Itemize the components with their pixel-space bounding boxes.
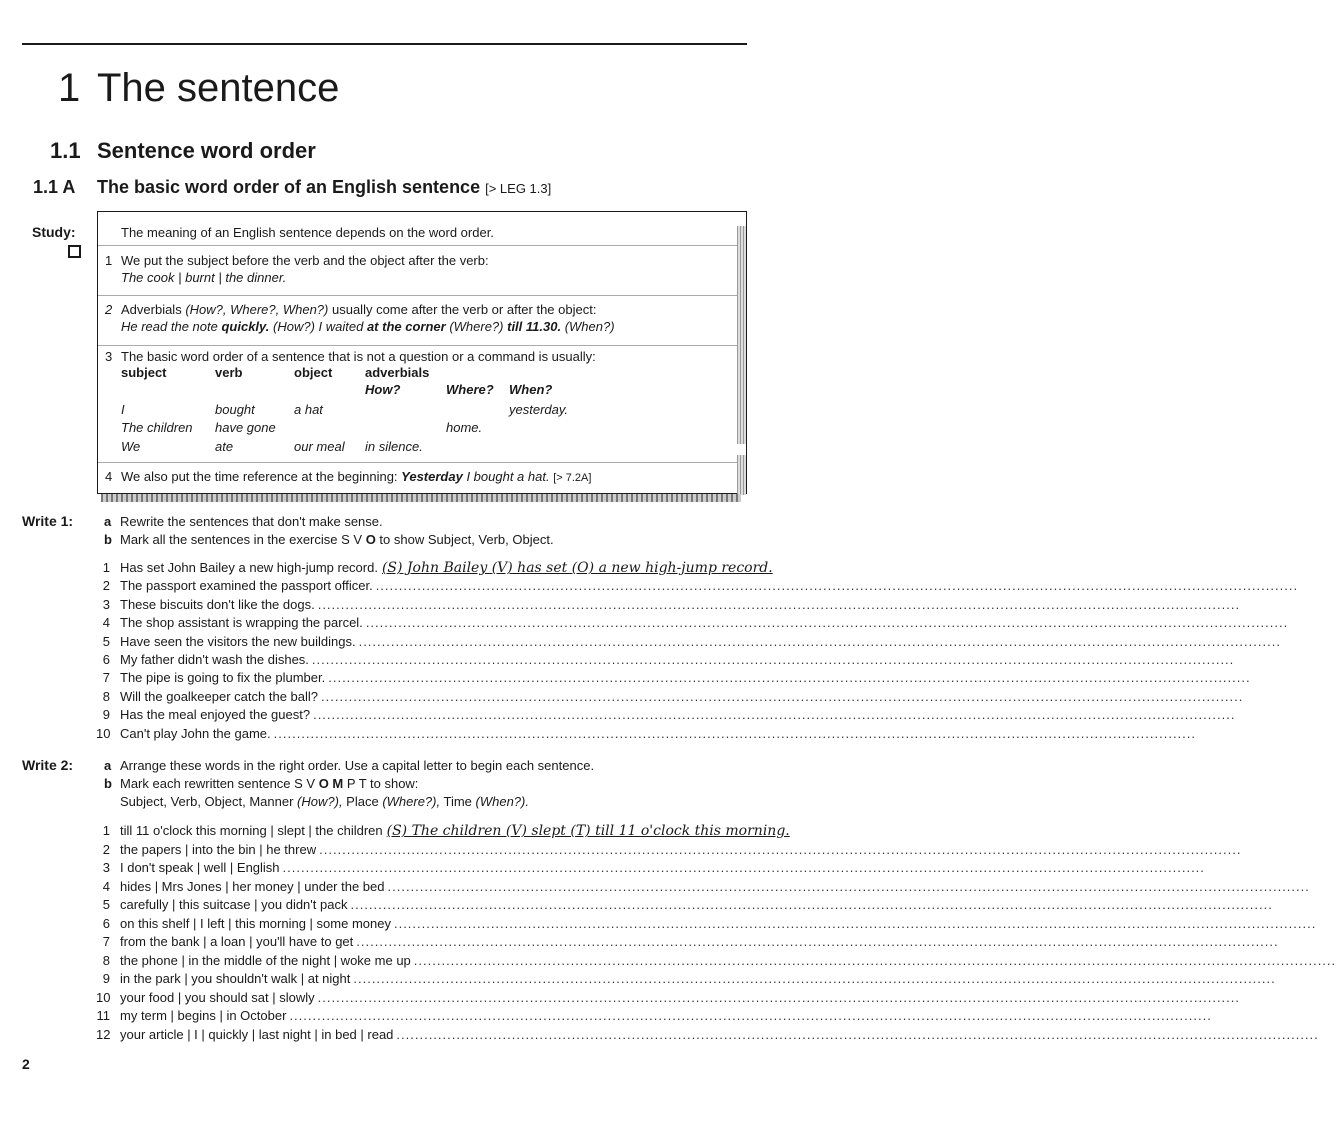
write1-list-item (120, 596, 1241, 613)
study-divider-3 (98, 345, 746, 346)
write2-answer-line[interactable]: ........................................................................................................................................................................................................ (350, 897, 1273, 912)
write2-instr-b-om: O M (318, 776, 344, 791)
write2-answer-line[interactable]: ........................................................................................................................................................................................................ (317, 989, 1241, 1005)
write1-item-number: 1 (102, 560, 110, 575)
write1-answer-line[interactable]: ........................................................................................................................................................................................................ (317, 596, 1241, 612)
study-checkbox-icon (68, 245, 81, 258)
table-row-1-subject: I (121, 402, 125, 417)
write2-instr-c-4: (Where?), (382, 794, 441, 809)
write2-item-text: in the park | you shouldn't walk | at night (120, 971, 351, 986)
write1-list-item (120, 707, 1236, 723)
p4-text-yesterday: Yesterday (401, 469, 463, 484)
example-verb: burnt (185, 270, 215, 285)
write1-item-text: The passport examined the passport officer. (120, 578, 373, 594)
write1-answer-line[interactable]: ........................................................................................................................................................................................................ (321, 688, 1244, 704)
table-subheader-when: When? (509, 382, 553, 397)
write2-item-text: I don't speak | well | English (120, 860, 280, 875)
write2-item-number: 3 (102, 860, 110, 875)
write1-item-text: Will the goalkeeper catch the ball? (120, 688, 319, 704)
write2-instr-b-letter: b (104, 776, 112, 791)
write2-item-text: my term | begins | in October (120, 1008, 287, 1023)
page-number: 2 (22, 1056, 30, 1072)
write2-item-number: 7 (102, 934, 110, 949)
write2-list-item (120, 989, 1241, 1006)
write2-answer-line[interactable]: ........................................................................................................................................................................................................ (396, 1026, 1319, 1042)
write2-answer-1: (S) The children (V) slept (T) till 11 o'clock this morning. (386, 823, 790, 839)
write2-item-number: 11 (96, 1008, 110, 1023)
write1-item-number: 6 (102, 652, 110, 667)
write2-item-text: from the bank | a loan | you'll have to get (120, 934, 354, 949)
write1-item-number: 9 (102, 707, 110, 723)
write2-instr-a: Arrange these words in the right order. Use a capital letter to begin each sentence. (120, 758, 595, 773)
write1-item-text: Have seen the visitors the new buildings. (120, 633, 356, 649)
write2-item-number: 6 (102, 915, 110, 931)
p4-text-a: We also put the time reference at the beginning: (121, 469, 402, 484)
write1-list-item (120, 725, 1197, 742)
table-row-3-object: our meal (294, 439, 345, 454)
write1-list-item (120, 578, 1299, 594)
write1-instr-a: Rewrite the sentences that don't make sense. (120, 514, 383, 529)
write1-answer-line[interactable]: ........................................................................................................................................................................................................ (313, 707, 1236, 723)
write2-answer-line[interactable]: ........................................................................................................................................................................................................ (413, 952, 1336, 968)
study-point-3-text: The basic word order of a sentence that is not a question or a command is usually: (121, 349, 596, 364)
write2-item-text: till 11 o'clock this morning | slept | the children (120, 823, 383, 838)
write2-instr-b-1: Mark each rewritten sentence S V (120, 776, 319, 791)
write1-item-text: Has set John Bailey a new high-jump record. (120, 560, 378, 575)
table-header-object: object (294, 365, 333, 380)
write1-list-item (120, 652, 1235, 668)
write1-list-item (120, 670, 1251, 686)
p4-ref: [> 7.2A] (553, 472, 592, 484)
study-point-2-number: 2 (105, 302, 113, 317)
p4-text-b: I bought a hat. (462, 469, 550, 484)
write1-item-number: 10 (96, 725, 111, 741)
write2-item-number: 10 (96, 989, 111, 1005)
write2-instr-b (120, 776, 418, 792)
write1-answer-line[interactable]: ........................................................................................................................................................................................................ (365, 615, 1289, 631)
write2-item-number: 4 (102, 878, 110, 894)
section-title: Sentence word order (97, 138, 316, 163)
write2-answer-line[interactable]: ........................................................................................................................................................................................................ (319, 841, 1242, 857)
write2-answer-line[interactable]: ........................................................................................................................................................................................................ (282, 860, 1205, 875)
write1-item-number: 2 (102, 578, 110, 594)
write2-label: Write 2: (22, 757, 74, 773)
write1-instr-a-letter: a (104, 514, 112, 529)
write2-item-number: 9 (102, 971, 110, 986)
study-point-4-number: 4 (105, 469, 113, 484)
table-row-2-subject: The children (121, 420, 193, 435)
p2-text-b: usually come after the verb or after the object: (328, 302, 597, 317)
write1-item-number: 8 (102, 688, 110, 704)
subsection-title (97, 177, 551, 198)
write1-instr-b-2: to show Subject, Verb, Object. (375, 532, 554, 547)
write1-list-item (120, 615, 1289, 631)
write2-list-item (120, 823, 790, 839)
write2-item-number: 1 (102, 823, 110, 838)
write1-item-text: Has the meal enjoyed the guest? (120, 707, 311, 723)
write1-item-text: The shop assistant is wrapping the parcel. (120, 615, 363, 631)
write1-item-text: These biscuits don't like the dogs. (120, 596, 315, 612)
write2-instr-c-1: Subject, Verb, Object, Manner (120, 794, 298, 809)
write2-answer-line[interactable]: ........................................................................................................................................................................................................ (393, 915, 1317, 931)
write2-item-text: on this shelf | I left | this morning | some money (120, 915, 391, 931)
write2-list-item (120, 841, 1242, 858)
write1-label: Write 1: (22, 513, 74, 529)
study-point-2-text (121, 302, 596, 318)
study-point-4-text (121, 469, 591, 486)
subsection-ref: [> LEG 1.3] (485, 181, 552, 196)
write1-list-item (120, 560, 773, 576)
p2-ex-1: He read the note (121, 319, 222, 334)
write2-list-item (120, 1026, 1319, 1043)
write2-item-text: the papers | into the bin | he threw (120, 841, 317, 857)
table-row-1-verb: bought (215, 402, 255, 417)
table-header-subject: subject (121, 365, 167, 380)
write1-item-text: The pipe is going to fix the plumber. (120, 670, 326, 686)
chapter-title: The sentence (97, 66, 340, 110)
write2-item-text: carefully | this suitcase | you didn't pack (120, 897, 348, 912)
write2-item-text: your article | I | quickly | last night | in bed | read (120, 1026, 394, 1042)
write2-list-item (120, 897, 1273, 913)
write2-item-number: 8 (102, 952, 110, 968)
write1-item-number: 7 (102, 670, 110, 686)
write2-item-number: 5 (102, 897, 110, 912)
p2-text-italic: (How?, Where?, When?) (185, 302, 329, 317)
write2-instr-a-letter: a (104, 758, 112, 773)
table-row-2-where: home. (446, 420, 483, 435)
write2-item-number: 12 (96, 1026, 111, 1042)
write1-instr-b-1: Mark all the sentences in the exercise S V (120, 532, 366, 547)
write1-item-text: Can't play John the game. (120, 725, 271, 741)
box-shadow-right (737, 226, 746, 444)
table-header-adverbials: adverbials (365, 365, 430, 380)
table-subheader-where: Where? (446, 382, 494, 397)
write1-list-item (120, 633, 1281, 650)
write1-answer-line[interactable]: ........................................................................................................................................................................................................ (375, 578, 1299, 594)
chapter-number: 1 (58, 66, 81, 110)
p2-ex-6: (Where?) (445, 319, 508, 334)
write2-answer-line[interactable]: ........................................................................................................................................................................................................ (356, 934, 1279, 949)
write2-instr-b-2: P T to show: (343, 776, 419, 791)
write2-list-item (120, 860, 1205, 876)
study-point-2-example (121, 319, 615, 335)
p2-ex-7: till 11.30. (507, 319, 562, 334)
top-rule (22, 43, 747, 45)
table-row-2-verb: have gone (215, 420, 276, 435)
example-object: the dinner. (225, 270, 287, 285)
study-divider-4 (98, 462, 746, 463)
write2-item-number: 2 (102, 841, 110, 857)
study-point-1-text: We put the subject before the verb and the object after the verb: (121, 253, 489, 268)
study-point-1-example: The cook | burnt | the dinner. (121, 270, 287, 285)
table-row-3-subject: We (121, 439, 141, 454)
write2-answer-line[interactable]: ........................................................................................................................................................................................................ (353, 971, 1276, 986)
subsection-title-text: The basic word order of an English sentence (97, 177, 481, 197)
write2-instr-c-5: Time (440, 794, 476, 809)
write1-item-number: 3 (102, 596, 110, 612)
write1-item-number: 5 (102, 633, 110, 649)
write1-instr-b (120, 532, 554, 548)
write1-item-number: 4 (102, 615, 110, 631)
table-subheader-how: How? (365, 382, 401, 397)
p2-ex-8: (When?) (561, 319, 615, 334)
write2-list-item (120, 952, 1336, 969)
example-subject: The cook (121, 270, 175, 285)
subsection-number: 1.1 A (33, 177, 76, 197)
write1-answer-line[interactable]: ........................................................................................................................................................................................................ (328, 670, 1251, 686)
write2-list-item (120, 915, 1317, 932)
write2-item-text: the phone | in the middle of the night | woke me up (120, 952, 411, 968)
write2-item-text: hides | Mrs Jones | her money | under the bed (120, 878, 385, 894)
write2-list-item (120, 878, 1310, 895)
table-row-3-verb: ate (215, 439, 234, 454)
box-shadow-right-lower (737, 455, 746, 495)
write2-list-item (120, 934, 1279, 950)
p2-ex-4: I waited (314, 319, 367, 334)
p2-ex-2: quickly. (221, 319, 270, 334)
table-row-1-object: a hat (294, 402, 323, 417)
box-shadow-bottom (101, 494, 741, 502)
table-header-verb: verb (215, 365, 243, 380)
write2-instr-c (120, 794, 529, 810)
write1-instr-b-letter: b (104, 532, 112, 547)
write1-answer-1: (S) John Bailey (V) has set (O) a new high-jump record. (381, 560, 773, 576)
table-row-3-how: in silence. (365, 439, 423, 454)
write1-answer-line[interactable]: ........................................................................................................................................................................................................ (311, 652, 1235, 667)
write2-instr-c-3: Place (342, 794, 383, 809)
write1-list-item (120, 688, 1244, 705)
p2-ex-3: (How?) (269, 319, 315, 334)
table-row-1-when: yesterday. (509, 402, 569, 417)
study-divider-1 (98, 245, 746, 246)
p2-text-a: Adverbials (121, 302, 186, 317)
section-number: 1.1 (50, 138, 81, 163)
write1-answer-line[interactable]: ........................................................................................................................................................................................................ (273, 725, 1197, 741)
study-point-3-number: 3 (105, 349, 113, 364)
write2-answer-line[interactable]: ........................................................................................................................................................................................................ (387, 878, 1310, 894)
write2-list-item (120, 971, 1276, 987)
p2-ex-5: at the corner (366, 319, 446, 334)
write2-instr-c-2: (How?), (297, 794, 343, 809)
study-divider-2 (98, 295, 746, 296)
write1-instr-b-o: O (365, 532, 376, 547)
study-intro: The meaning of an English sentence depends on the word order. (121, 225, 494, 240)
write2-answer-line[interactable]: ........................................................................................................................................................................................................ (289, 1008, 1212, 1023)
write1-answer-line[interactable]: ........................................................................................................................................................................................................ (358, 633, 1281, 649)
study-label: Study: (32, 224, 76, 240)
write2-item-text: your food | you should sat | slowly (120, 989, 315, 1005)
write2-list-item (120, 1008, 1212, 1024)
write2-instr-c-6: (When?). (475, 794, 529, 809)
write1-item-text: My father didn't wash the dishes. (120, 652, 309, 667)
study-point-1-number: 1 (105, 253, 113, 268)
